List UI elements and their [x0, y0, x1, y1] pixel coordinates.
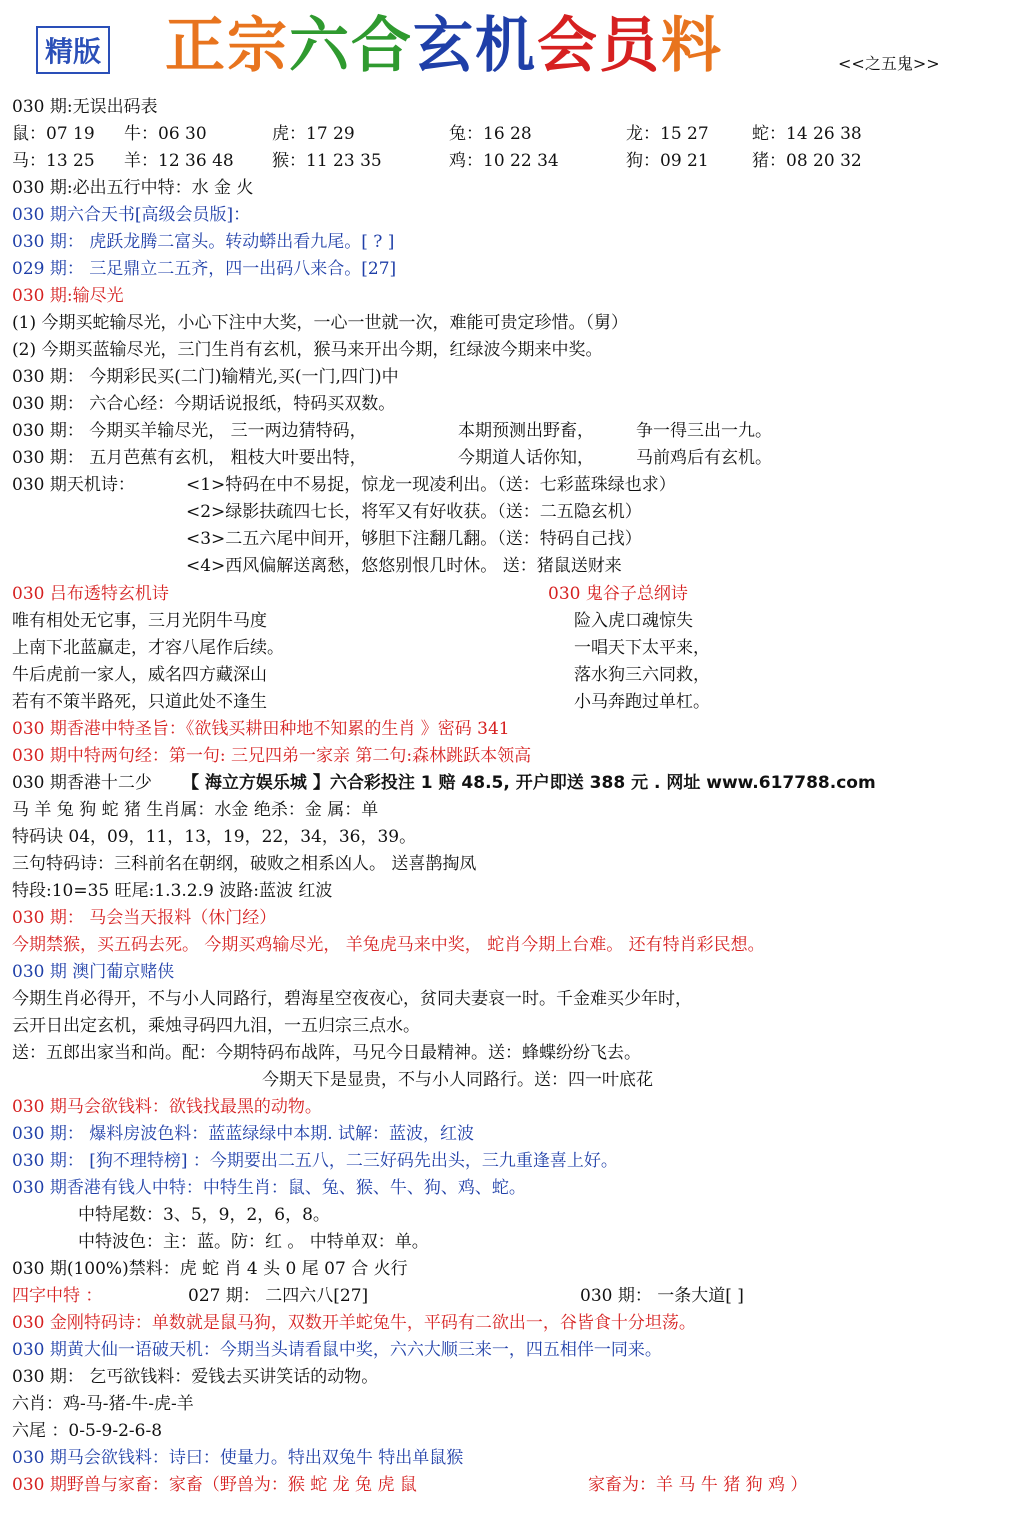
line-rich-man: 030 期香港有钱人中特：中特生肖：鼠、兔、猴、牛、狗、鸡、蛇。: [12, 1178, 526, 1198]
line-goat-c: 争一得三出一九。: [636, 421, 772, 441]
ad-banner[interactable]: 【 海立方娱乐城 】六合彩投注 1 赔 48.5, 开户即送 388 元 . 网址 www.617788.com: [182, 773, 876, 793]
poem-lvbu-2: 上南下北蓝赢走，才容八尾作后续。: [12, 638, 284, 658]
line-six-zodiac: 六肖：鸡-马-猪-牛-虎-羊: [12, 1394, 194, 1414]
line-wave-color: 030 期： 爆料房波色料：蓝蓝绿绿中本期. 试解：蓝波，红波: [12, 1124, 475, 1144]
page-title-part: 料: [661, 11, 723, 81]
zodiac-monkey: 猴：11 23 35: [272, 151, 382, 171]
line-heaven-book: 030 期六合天书[高级会员版]：: [12, 205, 251, 225]
line-two-verses: 030 期中特两句经：第一句: 三兄四弟一家亲 第二句:森林跳跃本领高: [12, 746, 532, 766]
poem-guiguzi-2: 一唱天下太平来，: [574, 638, 710, 658]
line-hk-twelve: 030 期香港十二少: [12, 773, 152, 793]
line-banana-b: 今期道人话你知，: [458, 448, 594, 468]
line-code-table-heading: 030 期:无误出码表: [12, 97, 158, 117]
line-wild-domestic-a: 030 期野兽与家畜：家畜（野兽为：猴 蛇 龙 兔 虎 鼠: [12, 1475, 417, 1495]
line-vajra-poem: 030 金刚特码诗：单数就是鼠马狗，双数开羊蛇兔牛，平码有二欲出一，谷皆食十分坦荡。: [12, 1313, 696, 1333]
line-segment: 特段:10=35 旺尾:1.3.2.9 波路:蓝波 红波: [12, 881, 333, 901]
line-six-tail: 六尾 ：0-5-9-2-6-8: [12, 1421, 163, 1441]
zodiac-rat: 鼠：07 19: [12, 124, 95, 144]
line-poem-1: <1>特码在中不易捉，惊龙一现凌利出。（送：七彩蓝珠绿也求）: [186, 475, 676, 495]
line-lose-1: (1) 今期买蛇输尽光，小心下注中大奖，一心一世就一次，难能可贵定珍惜。（舅）: [12, 313, 628, 333]
line-goat-b: 本期预测出野畜，: [458, 421, 594, 441]
page-title-part: 玄机: [413, 11, 537, 81]
page-title: [165, 8, 723, 84]
line-horse-club-poem: 030 期马会欲钱料：诗曰：使量力。特出双兔牛 特出单鼠猴: [12, 1448, 464, 1468]
line-forbidden: 030 期(100%)禁料：虎 蛇 肖 4 头 0 尾 07 合 火行: [12, 1259, 408, 1279]
line-tail-numbers: 中特尾数：3、5，9，2，6，8。: [78, 1205, 330, 1225]
line-four-char-heading: 四字中特 ：: [12, 1286, 103, 1306]
page-title-part: 正宗: [165, 11, 289, 81]
line-poem-2: <2>绿影扶疏四七长，将军又有好收获。（送：二五隐玄机）: [186, 502, 642, 522]
line-macau-1: 今期生肖必得开，不与小人同路行，碧海星空夜夜心，贫同夫妻哀一时。千金难买少年时，: [12, 989, 692, 1009]
line-money-riddle: 030 期马会欲钱料：欲钱找最黑的动物。: [12, 1097, 322, 1117]
zodiac-dragon: 龙：15 27: [626, 124, 709, 144]
edition-badge: 精版: [36, 26, 110, 74]
page-title-part: 会员: [537, 11, 661, 81]
zodiac-snake: 蛇：14 26 38: [752, 124, 862, 144]
line-four-char-027: 027 期： 二四六八[27]: [188, 1286, 369, 1306]
zodiac-dog: 狗：09 21: [626, 151, 709, 171]
line-lvbu-heading: 030 吕布透特玄机诗: [12, 584, 169, 604]
page-title-part: 六合: [289, 11, 413, 81]
poem-lvbu-3: 牛后虎前一家人，威名四方藏深山: [12, 665, 267, 685]
line-wild-domestic-b: 家畜为：羊 马 牛 猪 狗 鸡 ）: [588, 1475, 808, 1495]
line-heart-sutra: 030 期： 六合心经：今期话说报纸，特码买双数。: [12, 394, 396, 414]
line-code-chant: 特码诀 04，09，11，13，19，22，34，36，39。: [12, 827, 417, 847]
line-macau-3: 送：五郎出家当和尚。配：今期特码布战阵，马兄今日最精神。送：蜂蝶纷纷飞去。: [12, 1043, 641, 1063]
line-banana-c: 马前鸡后有玄机。: [636, 448, 772, 468]
line-poem-heading: 030 期天机诗：: [12, 475, 135, 495]
line-guiguzi-heading: 030 鬼谷子总纲诗: [548, 584, 688, 604]
line-lose-2: (2) 今期买蓝输尽光，三门生肖有玄机，猴马来开出今期，红绿波今期来中奖。: [12, 340, 603, 360]
line-five-elements: 030 期:必出五行中特：水 金 火: [12, 178, 254, 198]
line-macau-heading: 030 期 澳门葡京赌侠: [12, 962, 175, 982]
poem-guiguzi-3: 落水狗三六同救，: [574, 665, 710, 685]
line-macau-2: 云开日出定玄机，乘烛寻码四九泪，一五归宗三点水。: [12, 1016, 420, 1036]
page-subtitle: <<之五鬼>>: [838, 54, 940, 73]
line-poem-3: <3>二五六尾中间开，够胆下注翻几翻。（送：特码自己找）: [186, 529, 642, 549]
line-029-riddle: 029 期： 三足鼎立二五齐，四一出码八来合。[27]: [12, 259, 397, 279]
line-horse-club: 030 期： 马会当天报料（休门经）: [12, 908, 277, 928]
line-wong-tai-sin: 030 期黄大仙一语破天机：今期当头请看鼠中奖，六六大顺三来一，四五相伴一同来。: [12, 1340, 662, 1360]
line-goat-a: 030 期： 今期买羊输尽光， 三一两边猜特码，: [12, 421, 367, 441]
line-zodiac-list: 马 羊 兔 狗 蛇 猪 生肖属：水金 绝杀：金 属：单: [12, 800, 379, 820]
line-door: 030 期： 今期彩民买(二门)输精光,买(一门,四门)中: [12, 367, 399, 387]
line-beggar: 030 期： 乞丐欲钱料：爱钱去买讲笑话的动物。: [12, 1367, 379, 1387]
zodiac-rabbit: 兔：16 28: [449, 124, 532, 144]
line-lose-all-heading: 030 期:输尽光: [12, 286, 124, 306]
zodiac-pig: 猪：08 20 32: [752, 151, 862, 171]
line-forbidden-monkey: 今期禁猴，买五码去死。 今期买鸡输尽光， 羊兔虎马来中奖， 蛇肖今期上台难。 还有特肖彩民想。: [12, 935, 765, 955]
poem-guiguzi-1: 险入虎口魂惊失: [574, 611, 693, 631]
zodiac-tiger: 虎：17 29: [272, 124, 355, 144]
poem-guiguzi-4: 小马奔跑过单杠。: [574, 692, 710, 712]
line-macau-4: 今期天下是显贵，不与小人同路行。送：四一叶底花: [262, 1070, 653, 1090]
line-030-riddle: 030 期： 虎跃龙腾二富头。转动蟒出看九尾。[ ? ]: [12, 232, 395, 252]
poem-lvbu-1: 唯有相处无它事，三月光阴牛马度: [12, 611, 267, 631]
zodiac-rooster: 鸡：10 22 34: [449, 151, 559, 171]
zodiac-horse: 马：13 25: [12, 151, 95, 171]
line-dog-ignore: 030 期： [狗不理特榜] ：今期要出二五八，二三好码先出头，三九重逢喜上好。: [12, 1151, 618, 1171]
poem-lvbu-4: 若有不策半路死，只道此处不逢生: [12, 692, 267, 712]
line-four-char-030: 030 期： 一条大道[ ]: [580, 1286, 744, 1306]
line-banana-a: 030 期： 五月芭蕉有玄机， 粗枝大叶要出特，: [12, 448, 367, 468]
zodiac-ox: 牛：06 30: [124, 124, 207, 144]
zodiac-goat: 羊：12 36 48: [124, 151, 234, 171]
line-three-verse: 三句特码诗：三科前名在朝纲，破败之相系凶人。 送喜鹊掏凤: [12, 854, 477, 874]
line-poem-4: <4>西风偏解送离愁，悠悠别恨几时休。 送：猪鼠送财来: [186, 556, 622, 576]
line-hk-decree: 030 期香港中特圣旨：《欲钱买耕田种地不知累的生肖 》密码 341: [12, 719, 510, 739]
line-wave-parity: 中特波色：主：蓝。防：红 。 中特单双：单。: [78, 1232, 429, 1252]
